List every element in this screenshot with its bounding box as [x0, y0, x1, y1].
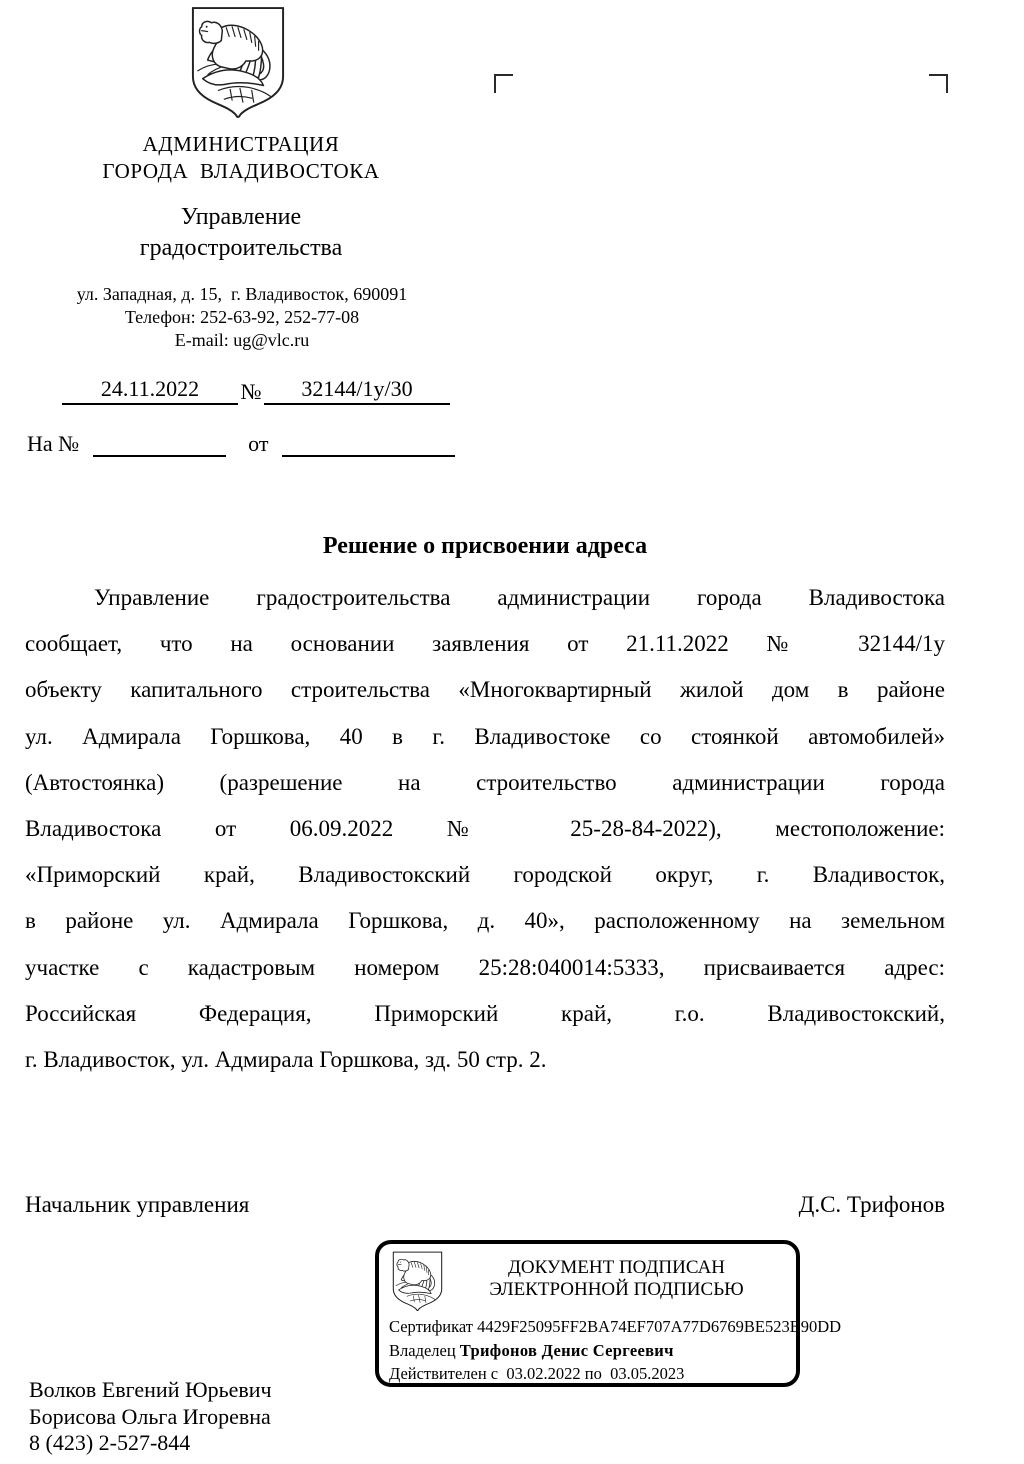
coat-of-arms-icon [189, 4, 287, 118]
body-line: сообщает, что на основании заявления от 21.11.2022 № 32144/1у [25, 631, 945, 657]
stamp-coat-of-arms-icon [391, 1250, 444, 1311]
org-email: E-mail: ug@vlc.ru [174, 330, 310, 350]
org-address: ул. Западная, д. 15, г. Владивосток, 690091 [76, 284, 408, 304]
addressee-corner-mark-left [494, 74, 513, 93]
e-signature-stamp [375, 1240, 842, 1387]
stamp-owner-line [389, 1341, 790, 1361]
org-name-line2: ГОРОДА ВЛАДИВОСТОКА [102, 159, 380, 183]
signer-position: Начальник управления [25, 1192, 250, 1217]
dept-name-line2: градостроительства [139, 235, 343, 261]
department-name [0, 202, 482, 264]
document-body [25, 575, 945, 1083]
certificate-value: 4429F25095FF2BA74EF707A77D6769BE523B90DD [477, 1317, 842, 1336]
certificate-label: Сертификат [389, 1317, 473, 1336]
dept-name-line1: Управление [180, 204, 302, 230]
executor-name-1: Волков Евгений Юрьевич [29, 1377, 272, 1402]
reply-to-label: На № [27, 431, 80, 456]
signer-name: Д.С. Трифонов [798, 1192, 945, 1217]
reference-row-outgoing [62, 376, 450, 405]
owner-label: Владелец [389, 1341, 456, 1360]
reference-row-incoming [27, 428, 455, 457]
contact-block [0, 283, 484, 352]
stamp-title-line1: ДОКУМЕНТ ПОДПИСАН [507, 1257, 726, 1278]
stamp-title-line2: ЭЛЕКТРОННОЙ ПОДПИСЬЮ [489, 1279, 744, 1300]
reply-number-blank [93, 428, 226, 457]
executor-name-2: Борисова Ольга Игоревна [29, 1403, 271, 1429]
executor-contacts [29, 1377, 272, 1457]
number-sign: № [240, 379, 262, 404]
stamp-validity-line: Действителен с 03.02.2022 по 03.05.2023 [389, 1364, 685, 1383]
owner-name: Трифонов Денис Сергеевич [459, 1341, 674, 1360]
body-line: «Приморский край, Владивостокский городской округ, г. Владивосток, [25, 862, 945, 888]
body-line: участке с кадастровым номером 25:28:040014:5333, присваивается адрес: [25, 954, 945, 980]
document-number: 32144/1у/30 [264, 376, 450, 405]
stamp-title [445, 1257, 788, 1301]
stamp-certificate-line [389, 1317, 842, 1337]
reply-from-label: от [248, 431, 269, 456]
org-name-line1: АДМИНИСТРАЦИЯ [142, 132, 340, 156]
body-line: (Автостоянка) (разрешение на строительство администрации города [25, 769, 945, 795]
body-line: Российская Федерация, Приморский край, г.о. Владивостокский, [25, 1000, 945, 1026]
reply-date-blank [282, 428, 455, 457]
organization-name [0, 131, 482, 185]
document-title: Решение о присвоении адреса [322, 533, 648, 559]
body-line: г. Владивосток, ул. Адмирала Горшкова, зд. 50 стр. 2. [25, 1047, 547, 1073]
body-line: ул. Адмирала Горшкова, 40 в г. Владивостоке со стоянкой автомобилей» [25, 723, 945, 749]
body-line: Владивостока от 06.09.2022 № 25-28-84-2022), местоположение: [25, 816, 945, 842]
signature-row [25, 1192, 945, 1218]
body-line: в районе ул. Адмирала Горшкова, д. 40», расположенному на земельном [25, 908, 945, 934]
org-phone: Телефон: 252-63-92, 252-77-08 [124, 307, 360, 327]
addressee-corner-mark-right [929, 74, 948, 93]
document-date: 24.11.2022 [62, 376, 238, 405]
executor-phone: 8 (423) 2-527-844 [29, 1430, 191, 1455]
body-line: Управление градостроительства администрации города Владивостока [94, 585, 945, 610]
body-line: объекту капитального строительства «Многоквартирный жилой дом в районе [25, 677, 945, 703]
